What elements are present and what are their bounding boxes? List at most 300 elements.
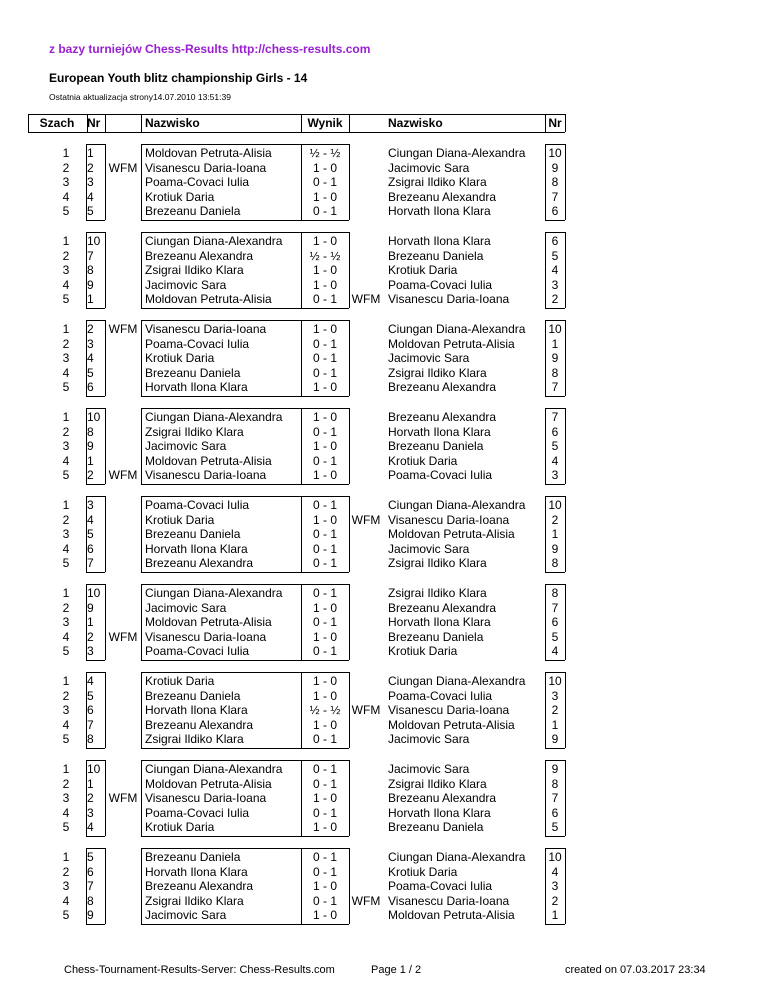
player2-name: Brezeanu Alexandra bbox=[388, 600, 497, 615]
player1-title bbox=[106, 850, 140, 864]
table-rule bbox=[545, 748, 565, 749]
player2-name: Horvath Ilona Klara bbox=[388, 805, 491, 820]
player1-number: 2 bbox=[87, 629, 94, 644]
table-row bbox=[0, 190, 768, 204]
column-divider bbox=[141, 584, 142, 660]
table-rule bbox=[86, 144, 105, 145]
board-number: 4 bbox=[62, 805, 70, 820]
player2-number: 3 bbox=[551, 277, 559, 292]
table-rule bbox=[545, 660, 565, 661]
player2-number: 6 bbox=[551, 204, 559, 219]
table-row bbox=[0, 644, 768, 658]
player2-number: 5 bbox=[551, 820, 559, 835]
board-number: 4 bbox=[62, 893, 70, 908]
player2-name: Poama-Covaci Iulia bbox=[388, 277, 493, 292]
player2-name: Krotiuk Daria bbox=[388, 453, 458, 468]
player1-name: Moldovan Petruta-Alisia bbox=[145, 615, 272, 630]
player1-name: Poama-Covaci Iulia bbox=[145, 644, 250, 659]
player1-number: 9 bbox=[87, 908, 94, 923]
player1-name: Ciungan Diana-Alexandra bbox=[145, 234, 283, 248]
player2-title bbox=[349, 674, 383, 688]
column-divider bbox=[565, 584, 566, 660]
column-divider bbox=[545, 760, 546, 836]
player1-name: Krotiuk Daria bbox=[145, 512, 215, 527]
player2-number: 4 bbox=[551, 263, 559, 278]
table-row bbox=[0, 161, 768, 175]
column-divider bbox=[86, 232, 87, 308]
table-rule bbox=[301, 760, 349, 761]
table-row bbox=[0, 439, 768, 453]
result: 0 - 1 bbox=[312, 541, 337, 556]
player2-title bbox=[349, 762, 383, 776]
player2-name: Krotiuk Daria bbox=[388, 864, 458, 879]
result: 0 - 1 bbox=[312, 864, 337, 879]
player1-name: Horvath Ilona Klara bbox=[145, 380, 248, 395]
player2-title bbox=[349, 527, 383, 541]
table-rule bbox=[141, 320, 301, 321]
player2-number: 2 bbox=[551, 703, 559, 718]
player2-title: WFM bbox=[351, 703, 381, 718]
player2-name: Poama-Covaci Iulia bbox=[388, 688, 493, 703]
table-rule bbox=[545, 672, 565, 673]
column-divider bbox=[545, 114, 546, 132]
player1-number: 2 bbox=[87, 791, 94, 806]
player1-title bbox=[106, 806, 140, 820]
table-rule bbox=[86, 232, 105, 233]
board-number: 4 bbox=[62, 189, 70, 204]
player2-title bbox=[349, 249, 383, 263]
result: 1 - 0 bbox=[312, 322, 337, 336]
player2-title bbox=[349, 468, 383, 482]
player2-name: Jacimovic Sara bbox=[388, 541, 470, 556]
column-divider bbox=[545, 144, 546, 220]
player1-name: Brezeanu Daniela bbox=[145, 850, 241, 864]
column-divider bbox=[565, 848, 566, 924]
table-rule bbox=[545, 144, 565, 145]
player2-number: 4 bbox=[551, 644, 559, 659]
column-divider bbox=[545, 496, 546, 572]
player2-title bbox=[349, 879, 383, 893]
player2-title bbox=[349, 146, 383, 160]
player1-title bbox=[106, 689, 140, 703]
board-number: 3 bbox=[62, 175, 70, 190]
table-rule bbox=[141, 396, 301, 397]
player1-number: 3 bbox=[87, 336, 94, 351]
player2-name: Zsigrai Ildiko Klara bbox=[388, 175, 487, 190]
player2-number: 9 bbox=[551, 762, 559, 776]
player1-name: Poama-Covaci Iulia bbox=[145, 336, 250, 351]
player2-number: 2 bbox=[551, 512, 559, 527]
table-rule bbox=[141, 848, 301, 849]
player2-name: Brezeanu Daniela bbox=[388, 248, 484, 263]
last-update-text: Ostatnia aktualizacja strony14.07.2010 13:51:39 bbox=[49, 92, 231, 102]
result: 1 - 0 bbox=[312, 791, 337, 806]
table-rule bbox=[301, 308, 349, 309]
player1-number: 1 bbox=[87, 292, 94, 307]
table-rule bbox=[86, 496, 105, 497]
result: 0 - 1 bbox=[312, 292, 337, 307]
table-rule bbox=[141, 924, 301, 925]
column-divider bbox=[141, 232, 142, 308]
player1-title bbox=[106, 732, 140, 746]
board-number: 4 bbox=[62, 629, 70, 644]
player2-name: Jacimovic Sara bbox=[388, 160, 470, 175]
board-number: 4 bbox=[62, 541, 70, 556]
column-divider bbox=[565, 114, 566, 132]
player1-title bbox=[106, 454, 140, 468]
player1-number: 4 bbox=[87, 351, 94, 366]
table-row bbox=[0, 879, 768, 893]
result: 0 - 1 bbox=[312, 365, 337, 380]
table-row bbox=[0, 586, 768, 600]
table-rule bbox=[301, 572, 349, 573]
player1-title: WFM bbox=[108, 160, 138, 175]
table-rule bbox=[141, 584, 301, 585]
board-number: 4 bbox=[62, 277, 70, 292]
player1-number: 6 bbox=[87, 541, 94, 556]
player1-title bbox=[106, 527, 140, 541]
table-rule bbox=[545, 496, 565, 497]
board-number: 5 bbox=[62, 908, 70, 923]
player1-title bbox=[106, 556, 140, 570]
board-number: 1 bbox=[62, 410, 70, 424]
player1-name: Horvath Ilona Klara bbox=[145, 864, 248, 879]
player2-name: Horvath Ilona Klara bbox=[388, 424, 491, 439]
header-name: Nazwisko bbox=[145, 116, 200, 130]
table-rule bbox=[545, 396, 565, 397]
player1-title bbox=[106, 865, 140, 879]
table-rule bbox=[545, 836, 565, 837]
player2-title bbox=[349, 718, 383, 732]
board-number: 2 bbox=[62, 776, 70, 791]
board-number: 1 bbox=[62, 234, 70, 248]
player1-number: 8 bbox=[87, 732, 94, 747]
player2-name: Moldovan Petruta-Alisia bbox=[388, 336, 515, 351]
result: 1 - 0 bbox=[312, 600, 337, 615]
player2-title bbox=[349, 908, 383, 922]
table-rule bbox=[301, 396, 349, 397]
table-row bbox=[0, 703, 768, 717]
board-number: 2 bbox=[62, 336, 70, 351]
player1-title bbox=[106, 644, 140, 658]
column-divider bbox=[349, 760, 350, 836]
player2-number: 7 bbox=[551, 380, 559, 395]
player2-name: Brezeanu Alexandra bbox=[388, 791, 497, 806]
table-rule bbox=[141, 232, 301, 233]
result: 1 - 0 bbox=[312, 512, 337, 527]
player2-number: 10 bbox=[548, 850, 562, 864]
player1-name: Brezeanu Daniela bbox=[145, 527, 241, 542]
column-divider bbox=[86, 408, 87, 484]
column-divider bbox=[545, 584, 546, 660]
player1-name: Krotiuk Daria bbox=[145, 189, 215, 204]
result: 0 - 1 bbox=[312, 644, 337, 659]
result: ½ - ½ bbox=[309, 248, 341, 263]
board-number: 5 bbox=[62, 556, 70, 571]
player1-title bbox=[106, 703, 140, 717]
player1-title bbox=[106, 175, 140, 189]
player1-name: Jacimovic Sara bbox=[145, 439, 227, 454]
player2-title bbox=[349, 630, 383, 644]
column-divider bbox=[565, 496, 566, 572]
table-rule bbox=[28, 114, 565, 115]
player1-number: 2 bbox=[87, 160, 94, 175]
player1-number: 5 bbox=[87, 365, 94, 380]
board-number: 5 bbox=[62, 644, 70, 659]
header-result: Wynik bbox=[307, 116, 343, 130]
table-rule bbox=[86, 584, 105, 585]
result: 0 - 1 bbox=[312, 762, 337, 776]
table-rule bbox=[545, 924, 565, 925]
column-divider bbox=[565, 760, 566, 836]
player1-title bbox=[106, 366, 140, 380]
table-rule bbox=[301, 672, 349, 673]
table-rule bbox=[86, 660, 105, 661]
column-divider bbox=[105, 584, 106, 660]
player2-number: 8 bbox=[551, 365, 559, 380]
player2-title bbox=[349, 454, 383, 468]
player1-name: Moldovan Petruta-Alisia bbox=[145, 776, 272, 791]
player2-name: Ciungan Diana-Alexandra bbox=[388, 850, 526, 864]
result: 1 - 0 bbox=[312, 468, 337, 483]
player1-name: Visanescu Daria-Ioana bbox=[145, 322, 267, 336]
player1-title bbox=[106, 292, 140, 306]
column-divider bbox=[105, 848, 106, 924]
player2-number: 1 bbox=[551, 336, 559, 351]
player1-number: 4 bbox=[87, 512, 94, 527]
player1-number: 10 bbox=[87, 410, 101, 424]
player2-name: Moldovan Petruta-Alisia bbox=[388, 527, 515, 542]
column-divider bbox=[301, 144, 302, 220]
player1-title bbox=[106, 190, 140, 204]
player1-number: 5 bbox=[87, 850, 94, 864]
result: ½ - ½ bbox=[309, 703, 341, 718]
player2-number: 6 bbox=[551, 805, 559, 820]
player2-title bbox=[349, 278, 383, 292]
player2-number: 10 bbox=[548, 322, 562, 336]
result: 0 - 1 bbox=[312, 336, 337, 351]
table-row bbox=[0, 732, 768, 746]
board-number: 3 bbox=[62, 615, 70, 630]
table-row bbox=[0, 498, 768, 512]
result: 0 - 1 bbox=[312, 586, 337, 600]
player1-title bbox=[106, 278, 140, 292]
column-divider bbox=[301, 760, 302, 836]
player1-name: Jacimovic Sara bbox=[145, 277, 227, 292]
player1-name: Zsigrai Ildiko Klara bbox=[145, 893, 244, 908]
result: 1 - 0 bbox=[312, 263, 337, 278]
table-row bbox=[0, 674, 768, 688]
table-row bbox=[0, 278, 768, 292]
board-number: 1 bbox=[62, 498, 70, 512]
player1-title bbox=[106, 146, 140, 160]
player1-name: Jacimovic Sara bbox=[145, 600, 227, 615]
table-rule bbox=[301, 496, 349, 497]
table-rule bbox=[545, 760, 565, 761]
table-rule bbox=[141, 220, 301, 221]
player2-title bbox=[349, 439, 383, 453]
column-divider bbox=[349, 408, 350, 484]
player2-title bbox=[349, 556, 383, 570]
column-divider bbox=[87, 114, 88, 132]
player1-title: WFM bbox=[108, 629, 138, 644]
player1-name: Brezeanu Alexandra bbox=[145, 556, 254, 571]
player2-title bbox=[349, 498, 383, 512]
player1-number: 4 bbox=[87, 820, 94, 835]
player2-title bbox=[349, 204, 383, 218]
table-rule bbox=[301, 748, 349, 749]
table-row bbox=[0, 542, 768, 556]
board-number: 5 bbox=[62, 204, 70, 219]
column-divider bbox=[105, 144, 106, 220]
player2-name: Horvath Ilona Klara bbox=[388, 615, 491, 630]
source-link[interactable]: z bazy turniejów Chess-Results http://chess-results.com bbox=[49, 42, 371, 56]
footer-page: Page 1 / 2 bbox=[371, 964, 422, 976]
column-divider bbox=[105, 232, 106, 308]
player2-number: 2 bbox=[551, 292, 559, 307]
table-rule bbox=[301, 924, 349, 925]
player1-title bbox=[106, 879, 140, 893]
column-divider bbox=[86, 320, 87, 396]
board-number: 4 bbox=[62, 365, 70, 380]
table-row bbox=[0, 908, 768, 922]
column-divider bbox=[545, 232, 546, 308]
player1-number: 2 bbox=[87, 322, 94, 336]
player1-title bbox=[106, 425, 140, 439]
column-divider bbox=[545, 320, 546, 396]
player2-name: Brezeanu Alexandra bbox=[388, 189, 497, 204]
player2-number: 5 bbox=[551, 629, 559, 644]
table-row bbox=[0, 337, 768, 351]
table-row bbox=[0, 292, 768, 306]
column-divider bbox=[545, 672, 546, 748]
result: 0 - 1 bbox=[312, 850, 337, 864]
column-divider bbox=[86, 584, 87, 660]
player2-name: Brezeanu Daniela bbox=[388, 629, 484, 644]
column-divider bbox=[105, 672, 106, 748]
player1-number: 9 bbox=[87, 600, 94, 615]
column-divider bbox=[105, 496, 106, 572]
result: 0 - 1 bbox=[312, 204, 337, 219]
player2-number: 8 bbox=[551, 175, 559, 190]
board-number: 2 bbox=[62, 160, 70, 175]
result: 1 - 0 bbox=[312, 234, 337, 248]
column-divider bbox=[28, 114, 29, 132]
player2-title bbox=[349, 366, 383, 380]
player2-name: Visanescu Daria-Ioana bbox=[388, 893, 510, 908]
table-row bbox=[0, 380, 768, 394]
player2-number: 8 bbox=[551, 776, 559, 791]
result: 1 - 0 bbox=[312, 160, 337, 175]
column-divider bbox=[545, 408, 546, 484]
player1-name: Moldovan Petruta-Alisia bbox=[145, 453, 272, 468]
player2-title: WFM bbox=[351, 292, 381, 307]
table-row bbox=[0, 806, 768, 820]
player2-name: Visanescu Daria-Ioana bbox=[388, 703, 510, 718]
player1-name: Horvath Ilona Klara bbox=[145, 541, 248, 556]
player2-name: Jacimovic Sara bbox=[388, 351, 470, 366]
player2-name: Brezeanu Alexandra bbox=[388, 410, 497, 424]
table-row bbox=[0, 689, 768, 703]
player1-number: 4 bbox=[87, 189, 94, 204]
column-divider bbox=[349, 496, 350, 572]
table-row bbox=[0, 410, 768, 424]
player1-name: Brezeanu Alexandra bbox=[145, 717, 254, 732]
column-divider bbox=[349, 114, 350, 132]
table-rule bbox=[141, 308, 301, 309]
player2-title bbox=[349, 732, 383, 746]
player1-number: 6 bbox=[87, 703, 94, 718]
result: 1 - 0 bbox=[312, 410, 337, 424]
player2-number: 3 bbox=[551, 879, 559, 894]
player1-title bbox=[106, 263, 140, 277]
player2-number: 1 bbox=[551, 527, 559, 542]
table-rule bbox=[301, 220, 349, 221]
result: 0 - 1 bbox=[312, 556, 337, 571]
result: 0 - 1 bbox=[312, 424, 337, 439]
table-row bbox=[0, 234, 768, 248]
table-rule bbox=[301, 144, 349, 145]
board-number: 5 bbox=[62, 820, 70, 835]
column-divider bbox=[86, 848, 87, 924]
column-divider bbox=[105, 114, 106, 132]
tournament-title: European Youth blitz championship Girls - 14 bbox=[49, 71, 308, 85]
board-number: 2 bbox=[62, 512, 70, 527]
player2-name: Poama-Covaci Iulia bbox=[388, 879, 493, 894]
table-row bbox=[0, 263, 768, 277]
table-row bbox=[0, 850, 768, 864]
table-row bbox=[0, 468, 768, 482]
player1-name: Brezeanu Alexandra bbox=[145, 248, 254, 263]
player2-name: Jacimovic Sara bbox=[388, 732, 470, 747]
player1-name: Moldovan Petruta-Alisia bbox=[145, 292, 272, 307]
player1-title bbox=[106, 380, 140, 394]
player2-number: 4 bbox=[551, 864, 559, 879]
player2-number: 7 bbox=[551, 410, 559, 424]
player2-name: Moldovan Petruta-Alisia bbox=[388, 908, 515, 923]
player2-title bbox=[349, 601, 383, 615]
player2-title bbox=[349, 542, 383, 556]
player1-title bbox=[106, 762, 140, 776]
player1-name: Poama-Covaci Iulia bbox=[145, 175, 250, 190]
column-divider bbox=[301, 672, 302, 748]
table-rule bbox=[545, 484, 565, 485]
column-divider bbox=[105, 408, 106, 484]
result: 0 - 1 bbox=[312, 175, 337, 190]
table-rule bbox=[545, 308, 565, 309]
player2-number: 10 bbox=[548, 674, 562, 688]
player2-name: Krotiuk Daria bbox=[388, 644, 458, 659]
player2-title bbox=[349, 586, 383, 600]
player2-name: Zsigrai Ildiko Klara bbox=[388, 365, 487, 380]
table-row bbox=[0, 718, 768, 732]
player1-number: 3 bbox=[87, 644, 94, 659]
table-row bbox=[0, 777, 768, 791]
header-name-2: Nazwisko bbox=[388, 116, 443, 130]
player1-name: Brezeanu Daniela bbox=[145, 365, 241, 380]
player2-name: Visanescu Daria-Ioana bbox=[388, 292, 510, 307]
board-number: 2 bbox=[62, 688, 70, 703]
column-divider bbox=[105, 760, 106, 836]
table-row bbox=[0, 425, 768, 439]
board-number: 5 bbox=[62, 468, 70, 483]
column-divider bbox=[349, 144, 350, 220]
table-rule bbox=[86, 672, 105, 673]
player2-title bbox=[349, 644, 383, 658]
player1-number: 1 bbox=[87, 776, 94, 791]
column-divider bbox=[301, 496, 302, 572]
player1-title bbox=[106, 601, 140, 615]
